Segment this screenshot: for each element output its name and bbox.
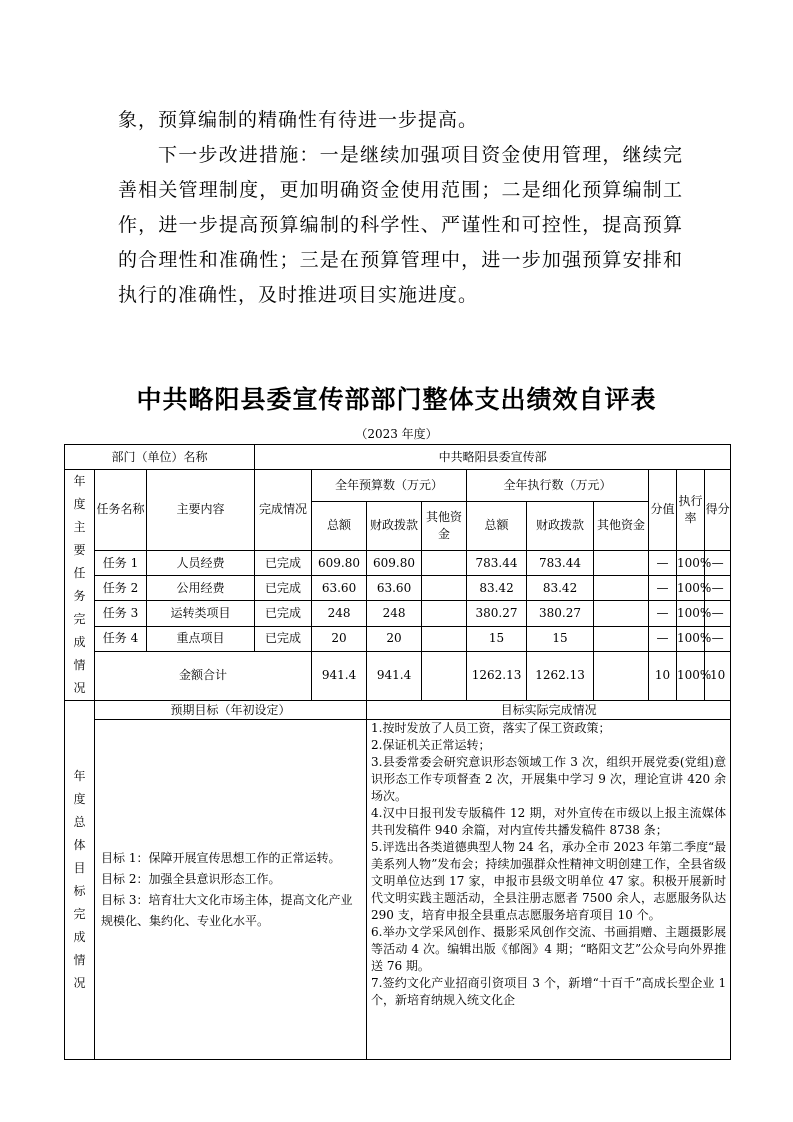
- status-cell: 已完成: [255, 626, 312, 651]
- task-cell: 任务 3: [95, 601, 147, 626]
- budget-total-cell: 20: [312, 626, 367, 651]
- header-score: [705, 470, 731, 551]
- rate-cell: 100%: [677, 601, 705, 626]
- rate-cell: 100%: [677, 550, 705, 575]
- budget-other-cell: [422, 550, 467, 575]
- total-budget-fiscal: 941.4: [367, 651, 422, 700]
- actual-item: 4.汉中日报刊发专版稿件 12 期，对外宣传在市级以上报主流媒体共刊发稿件 940 余篇，对内宣传共播发稿件 8738 条；: [371, 806, 727, 837]
- dept-row: [65, 445, 731, 470]
- goal-item: 目标 2：加强全县意识形态工作。: [101, 871, 281, 886]
- exec-fiscal-cell: 15: [527, 626, 594, 651]
- header-task-name-text: 任务名称: [96, 502, 145, 517]
- task-cell: 任务 2: [95, 576, 147, 601]
- exec-fiscal-cell: 83.42: [527, 576, 594, 601]
- header-task-name: [95, 470, 147, 551]
- header-budget-fiscal: 财政拨款: [367, 501, 422, 550]
- rate-cell: 100%: [677, 576, 705, 601]
- weight-cell: —: [649, 626, 677, 651]
- header-exec-total: 总额: [467, 501, 527, 550]
- table-row: [65, 576, 731, 601]
- header-exec: 全年执行数（万元）: [467, 470, 649, 502]
- header-weight: [649, 470, 677, 551]
- exec-total-cell: 83.42: [467, 576, 527, 601]
- header-budget-total: 总额: [312, 501, 367, 550]
- header-budget: 全年预算数（万元）: [312, 470, 467, 502]
- actual-cell: [367, 720, 731, 1060]
- score-cell: —: [705, 550, 731, 575]
- table-row: [65, 550, 731, 575]
- budget-total-cell: 63.60: [312, 576, 367, 601]
- dept-value: 中共略阳县委宣传部: [255, 445, 731, 470]
- exec-total-cell: 783.44: [467, 550, 527, 575]
- table-title: 中共略阳县委宣传部部门整体支出绩效自评表: [136, 385, 657, 414]
- header-status-text: 完成情况: [259, 502, 308, 517]
- table-year: （2023 年度）: [355, 427, 438, 441]
- header-rate: [677, 470, 705, 551]
- header-rate-text: 执行率: [678, 493, 703, 525]
- table-row: [65, 601, 731, 626]
- content-cell: 人员经费: [147, 550, 255, 575]
- budget-fiscal-cell: 20: [367, 626, 422, 651]
- task-cell: 任务 4: [95, 626, 147, 651]
- table-row: [65, 626, 731, 651]
- actual-item: 1.按时发放了人员工资，落实了保工资政策；: [371, 721, 611, 735]
- exec-total-cell: 380.27: [467, 601, 527, 626]
- actual-item: 6.举办文学采风创作、摄影采风创作交流、书画捐赠、主题摄影展等活动 4 次。编辑出版《郁阁》4 期；“略阳文艺”公众号向外界推送 76 期。: [371, 925, 727, 973]
- section2-label-text: 年度总体目标完成情况: [73, 769, 86, 990]
- paragraph-continuation: 象，预算编制的精确性有待进一步提高。: [118, 109, 479, 131]
- budget-fiscal-cell: 248: [367, 601, 422, 626]
- total-weight: 10: [649, 651, 677, 700]
- dept-label: 部门（单位）名称: [65, 445, 255, 470]
- actual-item: 5.评选出各类道德典型人物 24 名，承办全市 2023 年第二季度“最美系列人物”发布会；持续加强群众性精神文明创建工作，全县省级文明单位达到 17 家，申报市县级文明单位 47 家。积极开展新时代文明实践主题活动，全县注册志愿者 7500 余人，志愿服务队达 290 支，培育申报全县重点志愿服务培育项目 10 个。: [371, 840, 727, 922]
- exec-other-cell: [594, 626, 649, 651]
- section1-label: [65, 470, 95, 701]
- total-score: 10: [705, 651, 731, 700]
- header-weight-text: 分值: [650, 502, 675, 517]
- total-budget-total: 941.4: [312, 651, 367, 700]
- budget-other-cell: [422, 626, 467, 651]
- actual-item: 2.保证机关正常运转；: [371, 738, 491, 752]
- exec-fiscal-cell: 380.27: [527, 601, 594, 626]
- section1-label-text: 年度主要任务完成情况: [73, 474, 86, 695]
- actual-item: 3.县委常委会研究意识形态领域工作 3 次，组织开展党委(党组)意识形态工作专项督查 2 次，开展集中学习 9 次，理论宣讲 420 余场次。: [371, 755, 727, 803]
- content-cell: 公用经费: [147, 576, 255, 601]
- weight-cell: —: [649, 550, 677, 575]
- goals-cell: [95, 720, 367, 1060]
- goal-item: 目标 1：保障开展宣传思想工作的正常运转。: [101, 850, 341, 865]
- header-content: [147, 470, 255, 551]
- rate-cell: 100%: [677, 626, 705, 651]
- header-exec-other: 其他资金: [594, 501, 649, 550]
- header-content-text: 主要内容: [176, 502, 225, 517]
- header-status: [255, 470, 312, 551]
- actual-header: 目标实际完成情况: [367, 701, 731, 720]
- goal-header-row: [65, 701, 731, 720]
- paragraph-improvement-measures: 下一步改进措施：一是继续加强项目资金使用管理，继续完善相关管理制度，更加明确资金使用范围；二是细化预算编制工作，进一步提高预算编制的科学性、严谨性和可控性，提高预算的合理性和准确性；三是在预算管理中，进一步加强预算安排和执行的准确性，及时推进项目实施进度。: [118, 144, 683, 306]
- exec-fiscal-cell: 783.44: [527, 550, 594, 575]
- exec-other-cell: [594, 601, 649, 626]
- self-evaluation-table: [64, 444, 731, 1060]
- total-label: 金额合计: [95, 651, 312, 700]
- goal-item: 目标 3：培育壮大文化市场主体，提高文化产业规模化、集约化、专业化水平。: [101, 892, 353, 928]
- goal-content-row: [65, 720, 731, 1060]
- content-cell: 运转类项目: [147, 601, 255, 626]
- budget-total-cell: 248: [312, 601, 367, 626]
- actual-item: 7.签约文化产业招商引资项目 3 个，新增“十百千”高成长型企业 1 个，新培育纳规入统文化企: [371, 976, 727, 1007]
- goal-header: 预期目标（年初设定）: [95, 701, 367, 720]
- exec-other-cell: [594, 550, 649, 575]
- header-row-1: [65, 470, 731, 502]
- exec-other-cell: [594, 576, 649, 601]
- status-cell: 已完成: [255, 550, 312, 575]
- total-row: [65, 651, 731, 700]
- weight-cell: —: [649, 601, 677, 626]
- score-cell: —: [705, 601, 731, 626]
- total-budget-other: [422, 651, 467, 700]
- total-exec-fiscal: 1262.13: [527, 651, 594, 700]
- total-exec-other: [594, 651, 649, 700]
- section2-label: [65, 701, 95, 1060]
- total-rate: 100%: [677, 651, 705, 700]
- exec-total-cell: 15: [467, 626, 527, 651]
- header-budget-other: 其他资金: [422, 501, 467, 550]
- score-cell: —: [705, 576, 731, 601]
- status-cell: 已完成: [255, 601, 312, 626]
- total-exec-total: 1262.13: [467, 651, 527, 700]
- task-cell: 任务 1: [95, 550, 147, 575]
- score-cell: —: [705, 626, 731, 651]
- budget-total-cell: 609.80: [312, 550, 367, 575]
- status-cell: 已完成: [255, 576, 312, 601]
- header-exec-fiscal: 财政拨款: [527, 501, 594, 550]
- budget-other-cell: [422, 576, 467, 601]
- budget-other-cell: [422, 601, 467, 626]
- content-cell: 重点项目: [147, 626, 255, 651]
- budget-fiscal-cell: 609.80: [367, 550, 422, 575]
- budget-fiscal-cell: 63.60: [367, 576, 422, 601]
- header-score-text: 得分: [705, 502, 730, 517]
- weight-cell: —: [649, 576, 677, 601]
